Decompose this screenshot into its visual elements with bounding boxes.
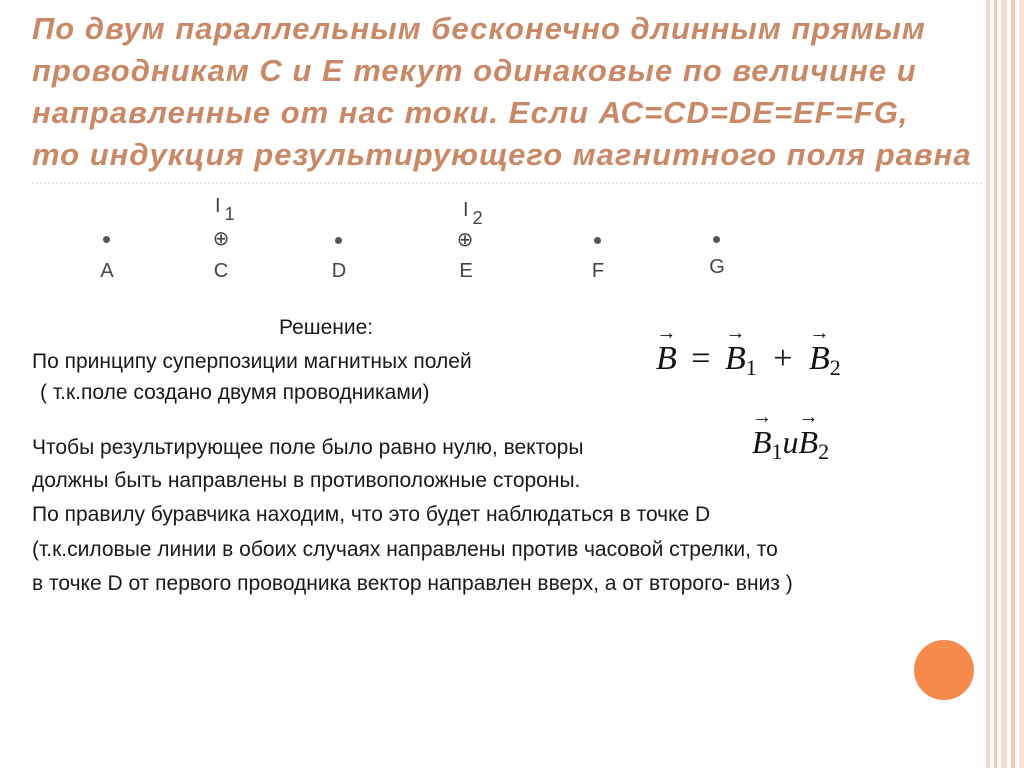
solution-line: По принципу суперпозиции магнитных полей (32, 350, 472, 373)
point-label-d: D (331, 260, 347, 282)
title-line: то индукция результирующего магнитного поля равна (32, 137, 972, 172)
vector-b1: → B (752, 406, 772, 460)
point-dot (103, 236, 110, 243)
point-label-c: C (213, 260, 229, 282)
solution-line: (т.к.силовые линии в обоих случаях направлены против часовой стрелки, то (32, 538, 778, 561)
vector-b: → B (656, 322, 677, 377)
vector-b2: → B (798, 406, 819, 460)
title-line: направленные от нас токи. Если АС=CD=DE=EF=FG, (32, 95, 909, 130)
point-dot (713, 236, 720, 243)
slide-title (32, 8, 1022, 176)
vectors-formula: → $B_1и$ → $B_2$ (752, 406, 830, 464)
current-into-page-icon: ⊕ (212, 228, 230, 250)
point-dot (594, 237, 601, 244)
solution-line: По правилу буравчика находим, что это будет наблюдаться в точке D (32, 503, 711, 526)
point-label-e: E (459, 260, 473, 282)
current-label-i2: I $_2$ (463, 199, 483, 228)
current-label-i1: I $_1$ (215, 195, 235, 224)
current-into-page-icon: ⊕ (456, 229, 474, 251)
solution-heading: Решение: (279, 316, 374, 339)
title-line: проводникам С и Е текут одинаковые по величине и (32, 53, 917, 88)
solution-line: в точке D от первого проводника вектор направлен вверх, а от второго- вниз ) (32, 572, 793, 595)
vector-b2: → B (808, 322, 830, 377)
point-label-a: A (100, 260, 114, 282)
point-label-f: F (591, 260, 605, 282)
vector-b1: → B (724, 322, 746, 377)
point-dot (335, 237, 342, 244)
solution-line: должны быть направлены в противоположные стороны. (32, 469, 581, 492)
divider (32, 182, 982, 184)
solution-line: ( т.к.поле создано двумя проводниками) (40, 381, 430, 404)
title-line: По двум параллельным бесконечно длинным прямым (32, 11, 926, 46)
decorative-circle (914, 640, 974, 700)
solution-line: Чтобы результирующее поле было равно нулю, векторы (32, 436, 584, 459)
point-label-g: G (709, 256, 725, 278)
superposition-formula: → B = → $B_1$ + → $B_2$ (656, 322, 841, 380)
